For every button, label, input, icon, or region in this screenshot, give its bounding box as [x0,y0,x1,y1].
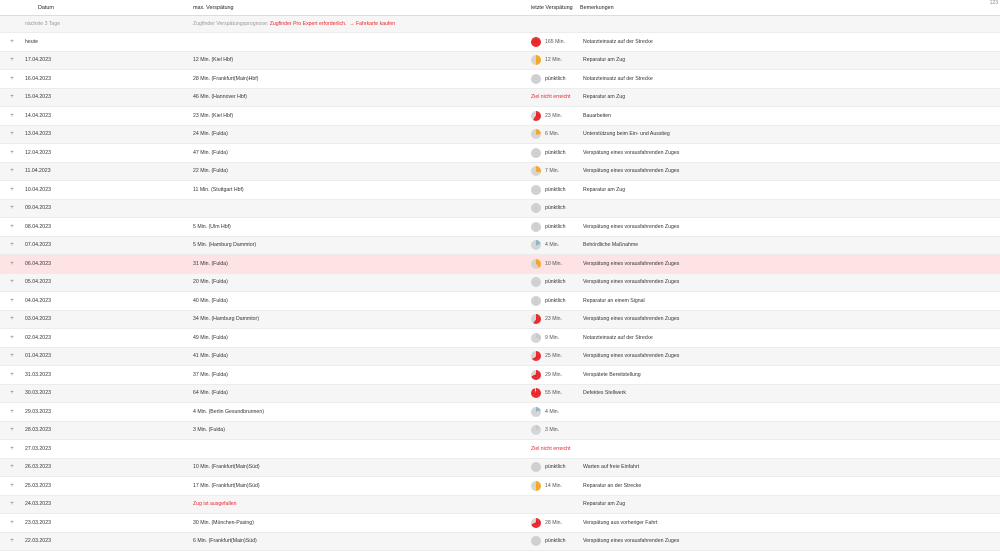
delay-ring-icon [531,370,541,380]
row-date: 05.04.2023 [25,279,51,286]
delay-ring-icon [531,55,541,65]
table-row[interactable] [0,181,1000,200]
row-remark: Behördliche Maßnahme [583,242,639,249]
row-last-delay-text: pünktlich [545,205,566,212]
row-date: 31.03.2023 [25,371,51,378]
row-last-delay-text: 28 Min. [545,519,563,526]
table-row[interactable] [0,200,1000,219]
row-last-delay-text: 165 Min. [545,38,565,45]
table-row[interactable] [0,126,1000,145]
expand-icon[interactable]: + [10,501,14,508]
row-date: 29.03.2023 [25,408,51,415]
row-remark: Verspätung eines vorausfahrenden Zuges [583,538,680,545]
row-last-delay [531,200,565,218]
delay-ring-icon [531,425,541,435]
row-remark: Verspätung eines vorausfahrenden Zuges [583,168,680,175]
delay-ring-icon [531,240,541,250]
row-last-delay-text: Ziel nicht erreicht [531,94,571,101]
row-max-delay: 41 Min. (Fulda) [193,353,228,360]
delay-ring-icon [531,277,541,287]
row-last-delay-text: 29 Min. [545,371,563,378]
row-last-delay [531,126,559,144]
row-date: 01.04.2023 [25,353,51,360]
row-last-delay-text: pünktlich [545,186,566,193]
expand-icon[interactable]: + [10,75,14,82]
table-header [0,0,1000,16]
row-remark: Verspätung eines vorausfahrenden Zuges [583,260,680,267]
row-last-delay [531,218,565,236]
row-last-delay [531,89,571,107]
row-max-delay: 47 Min. (Fulda) [193,149,228,156]
expand-icon[interactable]: + [10,38,14,45]
table-row[interactable] [0,274,1000,293]
row-max-delay: 12 Min. (Kiel Hbf) [193,57,234,64]
row-date: 03.04.2023 [25,316,51,323]
row-date: 08.04.2023 [25,223,51,230]
row-last-delay [531,533,565,551]
row-last-delay-text: 3 Min. [545,427,560,434]
expand-icon[interactable]: + [10,371,14,378]
row-last-delay-text: 10 Min. [545,260,563,267]
delay-ring-icon [531,185,541,195]
row-remark: Notarzteinsatz auf der Strecke [583,75,653,82]
header-last-delay[interactable]: letzte Verspätung [531,4,573,11]
forecast-row [0,16,1000,33]
expand-icon[interactable]: + [10,353,14,360]
delay-ring-icon [531,129,541,139]
row-max-delay: 20 Min. (Fulda) [193,279,228,286]
row-last-delay [531,311,562,329]
table-row[interactable] [0,144,1000,163]
expand-icon[interactable]: + [10,242,14,249]
header-max-delay[interactable]: max. Verspätung [193,4,234,11]
expand-icon[interactable]: + [10,390,14,397]
table-row[interactable] [0,70,1000,89]
delay-ring-icon [531,462,541,472]
row-remark: Reparatur am Zug [583,57,626,64]
delay-ring-icon [531,351,541,361]
table-row[interactable] [0,422,1000,441]
row-last-delay [531,52,562,70]
row-max-delay: 37 Min. (Fulda) [193,371,228,378]
row-last-delay [531,329,559,347]
row-date: 23.03.2023 [25,519,51,526]
row-last-delay-text: 4 Min. [545,242,560,249]
row-last-delay-text: pünktlich [545,223,566,230]
row-last-delay-text: pünktlich [545,297,566,304]
row-last-delay [531,274,565,292]
row-last-delay-text: 55 Min. [545,390,563,397]
row-max-delay: 6 Min. (Frankfurt(Main)Süd) [193,538,257,545]
row-max-delay: 28 Min. (Frankfurt(Main)Hbf) [193,75,259,82]
row-date: 30.03.2023 [25,390,51,397]
expand-icon[interactable]: + [10,297,14,304]
expand-icon[interactable]: + [10,427,14,434]
expand-icon[interactable]: + [10,149,14,156]
table-row[interactable] [0,348,1000,367]
row-last-delay-text: pünktlich [545,149,566,156]
table-row[interactable] [0,292,1000,311]
table-row[interactable] [0,514,1000,533]
row-last-delay-text: 4 Min. [545,408,560,415]
row-last-delay [531,107,562,125]
row-date: 28.03.2023 [25,427,51,434]
table-row[interactable] [0,477,1000,496]
forecast-text [193,16,395,32]
table-row[interactable] [0,89,1000,108]
buy-ticket-link[interactable]: → Fahrkarte kaufen [349,21,396,27]
row-last-delay [531,144,565,162]
row-max-delay: 3 Min. (Fulda) [193,427,225,434]
table-row[interactable] [0,311,1000,330]
row-date: heute [25,38,38,45]
row-date: 02.04.2023 [25,334,51,341]
row-last-delay [531,422,559,440]
row-max-delay: 24 Min. (Fulda) [193,131,228,138]
delay-ring-icon [531,148,541,158]
row-last-delay-text: 14 Min. [545,482,563,489]
delay-ring-icon [531,518,541,528]
row-max-delay: 4 Min. (Berlin Gesundbrunnen) [193,408,264,415]
row-date: 06.04.2023 [25,260,51,267]
expand-icon[interactable]: + [10,279,14,286]
row-remark: Notarzteinsatz auf der Strecke [583,38,653,45]
row-date: 07.04.2023 [25,242,51,249]
expand-icon[interactable]: + [10,205,14,212]
delay-ring-icon [531,314,541,324]
expand-icon[interactable]: + [10,131,14,138]
row-last-delay [531,33,565,51]
delay-ring-icon [531,37,541,47]
row-max-delay: 64 Min. (Fulda) [193,390,228,397]
forecast-date: nächste 3 Tage [25,21,61,27]
row-remark: Verspätung eines vorausfahrenden Zuges [583,279,680,286]
delay-ring-icon [531,333,541,343]
table-row[interactable] [0,533,1000,552]
row-remark: Verspätung eines vorausfahrenden Zuges [583,353,680,360]
row-remark: Unterstützung beim Ein- und Ausstieg [583,131,670,138]
table-row[interactable] [0,496,1000,515]
row-last-delay [531,348,562,366]
table-row[interactable] [0,459,1000,478]
row-last-delay [531,385,562,403]
row-last-delay [531,181,565,199]
row-max-delay: 22 Min. (Fulda) [193,168,228,175]
row-max-delay: 11 Min. (Stuttgart Hbf) [193,186,244,193]
row-date: 16.04.2023 [25,75,51,82]
expand-icon[interactable]: + [10,168,14,175]
table-body [0,33,1000,551]
row-last-delay-text: 6 Min. [545,131,560,138]
row-date: 12.04.2023 [25,149,51,156]
expand-icon[interactable]: + [10,94,14,101]
row-max-delay: 46 Min. (Hannover Hbf) [193,94,247,101]
row-last-delay [531,70,565,88]
delay-ring-icon [531,74,541,84]
delay-ring-icon [531,536,541,546]
row-max-delay: 5 Min. (Ulm Hbf) [193,223,231,230]
row-date: 14.04.2023 [25,112,51,119]
row-date: 09.04.2023 [25,205,51,212]
row-remark: Reparatur an der Strecke [583,482,642,489]
row-last-delay [531,514,562,532]
row-date: 26.03.2023 [25,464,51,471]
row-last-delay-text: 12 Min. [545,57,563,64]
header-date[interactable]: Datum [38,4,54,11]
row-last-delay-text: 25 Min. [545,353,563,360]
row-last-delay [531,292,565,310]
delay-ring-icon [531,296,541,306]
expand-icon[interactable]: + [10,445,14,452]
row-last-delay [531,477,562,495]
table-row[interactable] [0,163,1000,182]
table-row[interactable] [0,218,1000,237]
row-last-delay-text: pünktlich [545,75,566,82]
row-remark: Bauarbeiten [583,112,611,119]
forecast-prefix: Zugfinder Verspätungsprognose: [193,21,269,27]
row-remark: Defektes Stellwerk [583,390,626,397]
delay-ring-icon [531,222,541,232]
expand-icon[interactable]: + [10,112,14,119]
row-remark: Verspätung eines vorausfahrenden Zuges [583,149,680,156]
row-remark: Verspätete Bereitstellung [583,371,641,378]
delay-ring-icon [531,407,541,417]
row-max-delay: 5 Min. (Hamburg Dammtor) [193,242,257,249]
row-date: 17.04.2023 [25,57,51,64]
row-last-delay [531,237,559,255]
row-max-delay: 34 Min. (Hamburg Dammtor) [193,316,260,323]
table-row[interactable] [0,403,1000,422]
row-date: 15.04.2023 [25,94,51,101]
expand-icon[interactable]: + [10,260,14,267]
delay-ring-icon [531,481,541,491]
expand-icon[interactable]: + [10,334,14,341]
row-last-delay-text: pünktlich [545,538,566,545]
expand-icon[interactable]: + [10,408,14,415]
row-last-delay-text: 23 Min. [545,112,563,119]
expand-icon[interactable]: + [10,316,14,323]
corner-indicator: 123 [989,0,998,6]
delay-ring-icon [531,166,541,176]
row-remark: Notarzteinsatz auf der Strecke [583,334,653,341]
row-max-delay: 31 Min. (Fulda) [193,260,228,267]
row-max-delay: 23 Min. (Kiel Hbf) [193,112,234,119]
delay-ring-icon [531,388,541,398]
expand-icon[interactable]: + [10,519,14,526]
row-date: 24.03.2023 [25,501,51,508]
row-date: 10.04.2023 [25,186,51,193]
row-remark: Reparatur am Zug [583,186,626,193]
row-last-delay-text: 7 Min. [545,168,560,175]
header-remarks[interactable]: Bemerkungen [580,4,614,11]
row-remark: Verspätung eines vorausfahrenden Zuges [583,316,680,323]
expand-icon[interactable]: + [10,482,14,489]
table-row[interactable] [0,366,1000,385]
row-max-delay: 17 Min. (Frankfurt(Main)Süd) [193,482,260,489]
row-date: 25.03.2023 [25,482,51,489]
row-remark: Reparatur an einem Signal [583,297,645,304]
row-last-delay [531,403,559,421]
table-row[interactable] [0,329,1000,348]
table-row[interactable] [0,107,1000,126]
row-last-delay [531,440,571,458]
row-date: 27.03.2023 [25,445,51,452]
expand-icon[interactable]: + [10,464,14,471]
table-row[interactable] [0,255,1000,274]
row-max-delay: Zug ist ausgefallen [193,501,237,508]
row-last-delay-text: 9 Min. [545,334,560,341]
delay-ring-icon [531,259,541,269]
expand-icon[interactable]: + [10,223,14,230]
row-last-delay [531,366,562,384]
delay-ring-icon [531,203,541,213]
row-remark: Verspätung aus vorheriger Fahrt [583,519,658,526]
row-remark: Verspätung eines vorausfahrenden Zuges [583,223,680,230]
row-last-delay-text: pünktlich [545,464,566,471]
expand-icon[interactable]: + [10,57,14,64]
delay-ring-icon [531,111,541,121]
table-row[interactable] [0,52,1000,71]
row-max-delay: 40 Min. (Fulda) [193,297,228,304]
row-remark: Reparatur am Zug [583,94,626,101]
row-last-delay-text: Ziel nicht erreicht [531,445,571,452]
row-date: 13.04.2023 [25,131,51,138]
expand-icon[interactable]: + [10,538,14,545]
row-max-delay: 10 Min. (Frankfurt(Main)Süd) [193,464,260,471]
row-date: 04.04.2023 [25,297,51,304]
row-last-delay-text: pünktlich [545,279,566,286]
table-row[interactable] [0,33,1000,52]
row-remark: Reparatur am Zug [583,501,626,508]
table-row[interactable] [0,237,1000,256]
row-last-delay-text: 23 Min. [545,316,563,323]
table-row[interactable] [0,385,1000,404]
pro-expert-link[interactable]: Zugfinder Pro Expert erforderlich. [269,21,347,27]
row-max-delay: 49 Min. (Fulda) [193,334,228,341]
row-max-delay: 30 Min. (München-Pasing) [193,519,254,526]
row-last-delay [531,459,565,477]
row-last-delay [531,255,562,273]
expand-icon[interactable]: + [10,186,14,193]
row-date: 11.04.2023 [25,168,51,175]
row-date: 22.03.2023 [25,538,51,545]
table-row[interactable] [0,440,1000,459]
row-last-delay [531,163,559,181]
row-remark: Warten auf freie Einfahrt [583,464,640,471]
